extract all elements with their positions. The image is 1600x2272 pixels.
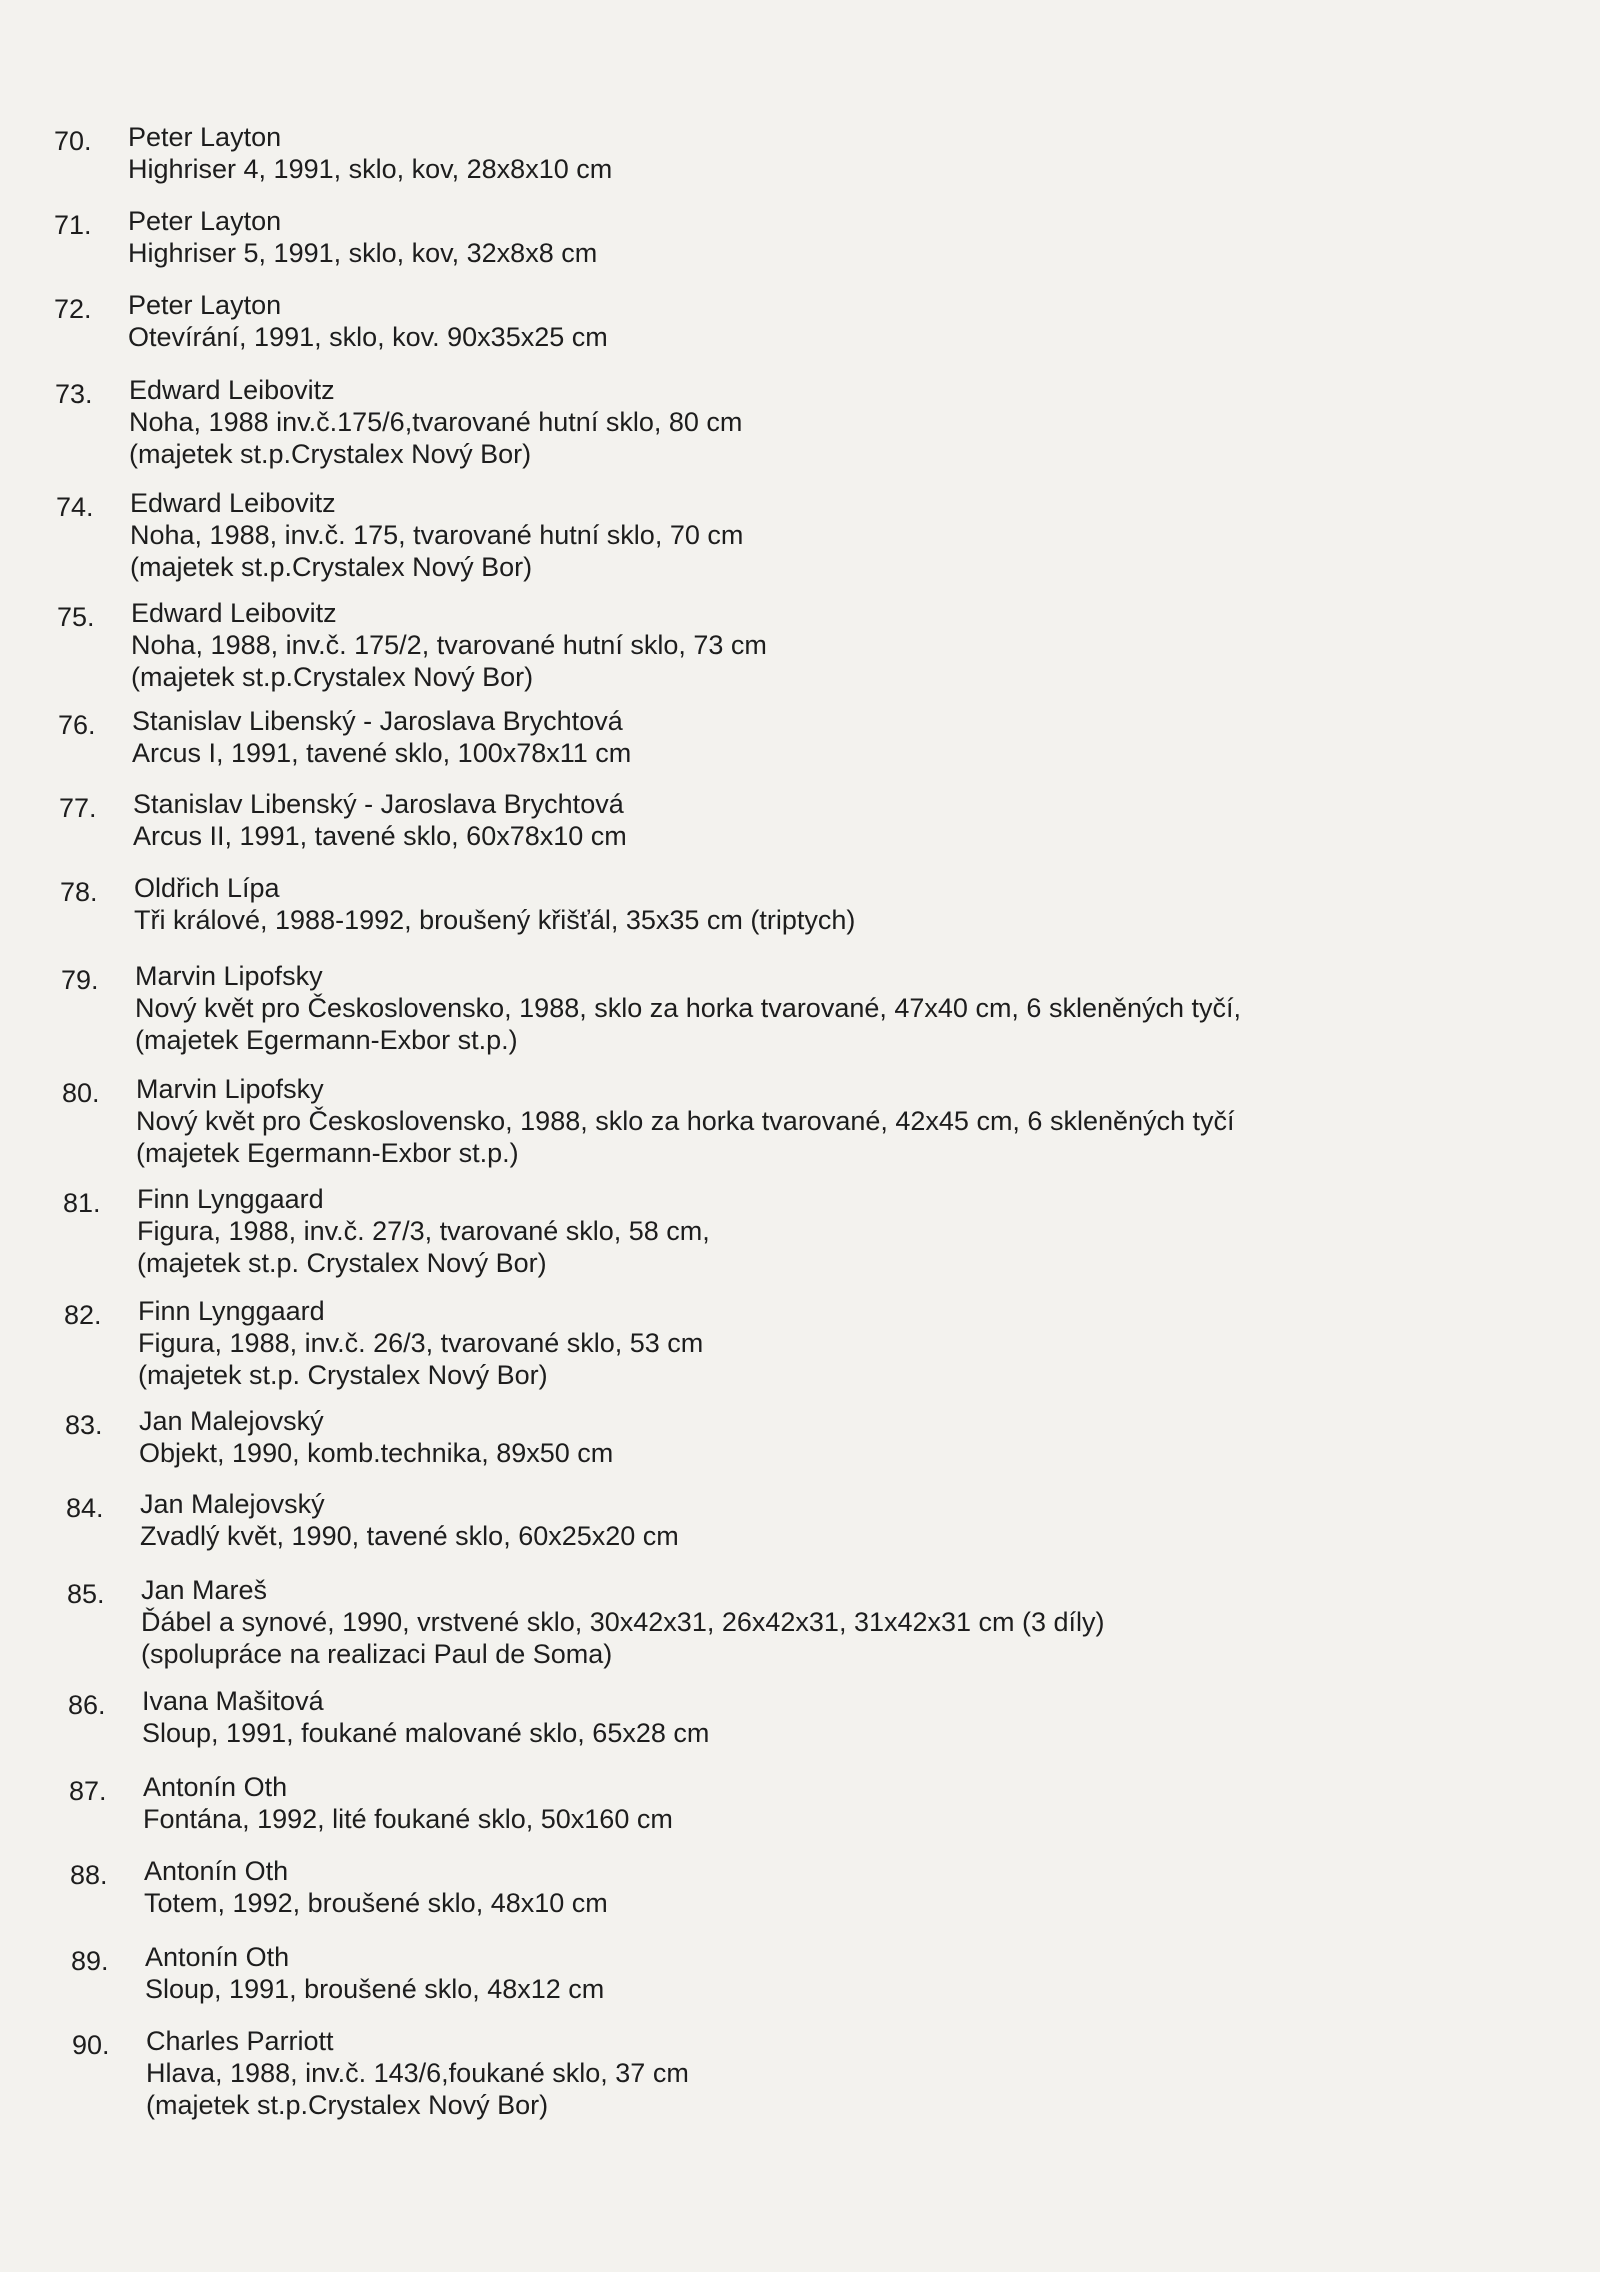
catalog-entry xyxy=(64,1295,703,1391)
entry-note: (spolupráce na realizaci Paul de Soma) xyxy=(141,1639,613,1669)
entry-details: Sloup, 1991, foukané malované sklo, 65x28 cm xyxy=(142,1718,710,1748)
entry-details: Arcus II, 1991, tavené sklo, 60x78x10 cm xyxy=(133,821,627,851)
entry-artist: Jan Malejovský xyxy=(139,1406,324,1436)
catalog-entry xyxy=(54,205,597,269)
entry-artist: Edward Leibovitz xyxy=(129,375,335,405)
catalog-entry xyxy=(61,960,1241,1056)
entry-artist: Antonín Oth xyxy=(145,1942,290,1972)
catalog-entry xyxy=(70,1855,608,1919)
entry-details: Noha, 1988, inv.č. 175, tvarované hutní sklo, 70 cm xyxy=(130,520,744,550)
entry-number: 85. xyxy=(67,1579,105,1609)
catalog-entry xyxy=(71,1941,604,2005)
entry-number: 80. xyxy=(62,1078,100,1108)
entry-artist: Charles Parriott xyxy=(146,2026,334,2056)
catalog-entry xyxy=(54,289,608,353)
entry-details: Sloup, 1991, broušené sklo, 48x12 cm xyxy=(145,1974,605,2004)
entry-artist: Marvin Lipofsky xyxy=(135,961,323,991)
catalog-entry xyxy=(56,487,743,583)
entry-artist: Jan Mareš xyxy=(141,1575,268,1605)
entry-number: 83. xyxy=(65,1410,103,1440)
entry-number: 76. xyxy=(58,710,96,740)
entry-details: Fontána, 1992, lité foukané sklo, 50x160 cm xyxy=(143,1804,673,1834)
entry-owner: (majetek st.p.Crystalex Nový Bor) xyxy=(130,552,533,582)
entry-artist: Edward Leibovitz xyxy=(131,598,337,628)
entry-details: Noha, 1988 inv.č.175/6,tvarované hutní sklo, 80 cm xyxy=(129,407,743,437)
entry-details: Objekt, 1990, komb.technika, 89x50 cm xyxy=(139,1438,614,1468)
catalog-entry xyxy=(58,705,631,769)
entry-details: Hlava, 1988, inv.č. 143/6,foukané sklo, 37 cm xyxy=(146,2058,689,2088)
catalog-entry xyxy=(57,597,767,693)
entry-owner: (majetek st.p.Crystalex Nový Bor) xyxy=(129,439,532,469)
entry-artist: Ivana Mašitová xyxy=(142,1686,324,1716)
catalog-entry xyxy=(59,788,627,852)
entry-details: Figura, 1988, inv.č. 27/3, tvarované sklo, 58 cm, xyxy=(137,1216,710,1246)
entry-number: 88. xyxy=(70,1860,108,1890)
entry-artist: Stanislav Libenský - Jaroslava Brychtová xyxy=(132,706,623,736)
catalog-entry xyxy=(63,1183,710,1279)
entry-details: Highriser 4, 1991, sklo, kov, 28x8x10 cm xyxy=(128,154,613,184)
entry-artist: Finn Lynggaard xyxy=(138,1296,325,1326)
entry-details: Ďábel a synové, 1990, vrstvené sklo, 30x42x31, 26x42x31, 31x42x31 cm (3 díly) xyxy=(141,1607,1105,1637)
entry-details: Arcus I, 1991, tavené sklo, 100x78x11 cm xyxy=(132,738,632,768)
entry-artist: Oldřich Lípa xyxy=(134,873,280,903)
entry-artist: Peter Layton xyxy=(128,122,282,152)
entry-artist: Marvin Lipofsky xyxy=(136,1074,324,1104)
entry-details: Otevírání, 1991, sklo, kov. 90x35x25 cm xyxy=(128,322,608,352)
entry-number: 74. xyxy=(56,492,94,522)
entry-owner: (majetek st.p. Crystalex Nový Bor) xyxy=(137,1248,547,1278)
entry-artist: Stanislav Libenský - Jaroslava Brychtová xyxy=(133,789,624,819)
entry-number: 70. xyxy=(54,126,92,156)
entry-artist: Jan Malejovský xyxy=(140,1489,325,1519)
entry-number: 87. xyxy=(69,1776,107,1806)
catalog-entry xyxy=(72,2025,689,2121)
catalog-entry xyxy=(69,1771,673,1835)
catalog-entry xyxy=(62,1073,1235,1169)
entry-artist: Peter Layton xyxy=(128,290,282,320)
entry-number: 84. xyxy=(66,1493,104,1523)
catalog-entry xyxy=(54,121,612,185)
catalog-entry xyxy=(68,1685,709,1749)
entry-number: 82. xyxy=(64,1300,102,1330)
entry-details: Totem, 1992, broušené sklo, 48x10 cm xyxy=(144,1888,608,1918)
catalog-entry xyxy=(60,872,855,936)
entry-details: Zvadlý květ, 1990, tavené sklo, 60x25x20 cm xyxy=(140,1521,679,1551)
entry-number: 72. xyxy=(54,294,92,324)
entry-owner: (majetek st.p. Crystalex Nový Bor) xyxy=(138,1360,548,1390)
entry-number: 73. xyxy=(55,379,93,409)
entry-owner: (majetek st.p.Crystalex Nový Bor) xyxy=(131,662,534,692)
entry-details: Noha, 1988, inv.č. 175/2, tvarované hutní sklo, 73 cm xyxy=(131,630,767,660)
entry-owner: (majetek st.p.Crystalex Nový Bor) xyxy=(146,2090,549,2120)
entry-number: 77. xyxy=(59,793,97,823)
entry-number: 78. xyxy=(60,877,98,907)
entry-number: 81. xyxy=(63,1188,101,1218)
entry-number: 90. xyxy=(72,2030,110,2060)
catalog-entry xyxy=(66,1488,679,1552)
entry-number: 79. xyxy=(61,965,99,995)
entry-details: Highriser 5, 1991, sklo, kov, 32x8x8 cm xyxy=(128,238,598,268)
entry-number: 86. xyxy=(68,1690,106,1720)
catalog-entry xyxy=(55,374,742,470)
entry-artist: Finn Lynggaard xyxy=(137,1184,324,1214)
catalog-entry xyxy=(65,1405,613,1469)
entry-artist: Edward Leibovitz xyxy=(130,488,336,518)
entry-owner: (majetek Egermann-Exbor st.p.) xyxy=(135,1025,518,1055)
catalog-entry xyxy=(67,1574,1105,1670)
entry-number: 89. xyxy=(71,1946,109,1976)
entry-number: 71. xyxy=(54,210,92,240)
entry-details: Figura, 1988, inv.č. 26/3, tvarované sklo, 53 cm xyxy=(138,1328,704,1358)
entry-details: Nový květ pro Československo, 1988, sklo za horka tvarované, 42x45 cm, 6 skleněných tyčí xyxy=(136,1106,1235,1136)
entry-artist: Antonín Oth xyxy=(144,1856,289,1886)
entry-owner: (majetek Egermann-Exbor st.p.) xyxy=(136,1138,519,1168)
entry-details: Tři králové, 1988-1992, broušený křišťál, 35x35 cm (triptych) xyxy=(134,905,856,935)
entry-artist: Peter Layton xyxy=(128,206,282,236)
entry-details: Nový květ pro Československo, 1988, sklo za horka tvarované, 47x40 cm, 6 skleněných tyčí, xyxy=(135,993,1242,1023)
entry-artist: Antonín Oth xyxy=(143,1772,288,1802)
entry-number: 75. xyxy=(57,602,95,632)
